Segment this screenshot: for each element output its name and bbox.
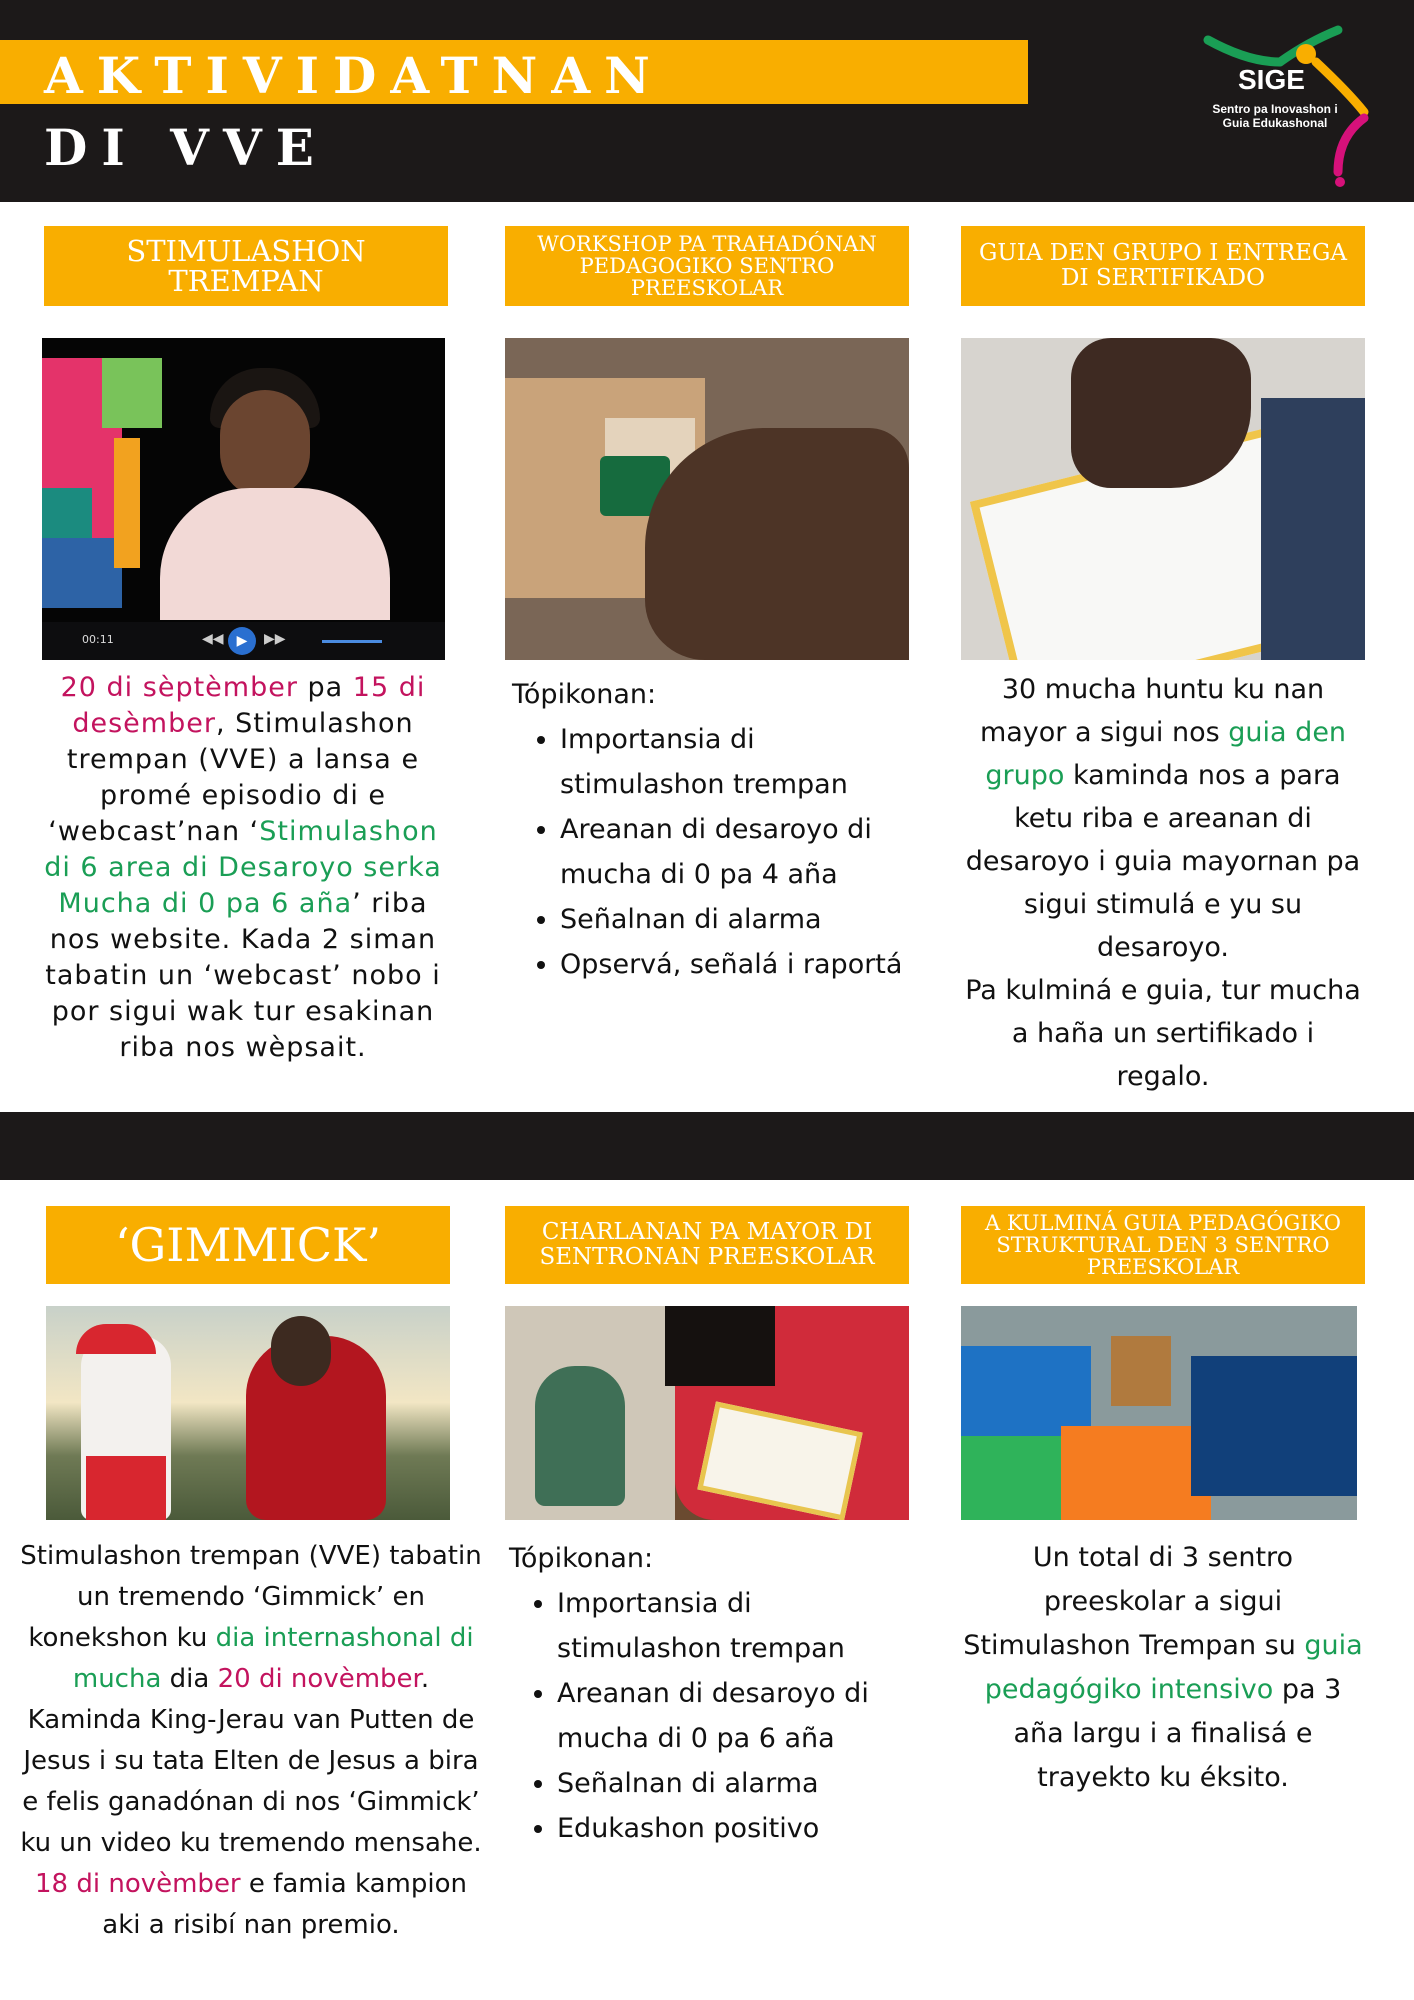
section-text-charlanan: [509, 1536, 909, 1851]
webcast-video-photo: [42, 338, 445, 660]
section-text-kulmina: [962, 1536, 1364, 1800]
section-text-guia-den-grupo: [962, 668, 1364, 1098]
video-time: 00:11: [82, 633, 114, 646]
text-seg: guia pedagógiko intensivo: [984, 1630, 1363, 1705]
logo-name: SIGE: [1238, 64, 1305, 95]
materials-photo: [961, 1306, 1357, 1520]
pencil-cup: [1111, 1336, 1171, 1406]
forward-icon[interactable]: ▶▶: [264, 631, 286, 647]
text-seg: pa: [297, 672, 353, 703]
certificate-photo: [961, 338, 1365, 660]
paragraph-2: [20, 1864, 482, 1946]
orange-bag: [1061, 1426, 1211, 1520]
seated-woman-figure: [535, 1366, 625, 1506]
text-seg: 15 di desèmber: [72, 672, 426, 739]
section-header-workshop: WORKSHOP PA TRAHADÓNAN PEDAGOGIKO SENTRO PREESKOLAR: [505, 226, 909, 306]
green-bag: [961, 1436, 1071, 1520]
divider-band: [0, 1112, 1414, 1180]
list-item: • Importansia di stimulashon trempan: [560, 717, 912, 807]
topics-list: [509, 1581, 909, 1851]
text-seg: dia internashonal di mucha: [72, 1623, 474, 1694]
text-seg: Stimulashon di 6 area di Desaroyo serka Mucha di 0 pa 6 aña: [44, 816, 442, 919]
text-seg: , Stimulashon trempan (VVE) a lansa e promé episodio di e ‘webcast’nan ‘: [48, 708, 420, 847]
list-item: • Areanan di desaroyo di mucha di 0 pa 6 aña: [557, 1671, 909, 1761]
text-seg: Stimulashon trempan (VVE) tabatin un tremendo ‘Gimmick’ en konekshon ku: [20, 1541, 482, 1653]
section-text-gimmick: [20, 1536, 482, 1946]
list-item: • Señalnan di alarma: [560, 897, 912, 942]
section-header-charlanan: CHARLANAN PA MAYOR DI SENTRONAN PREESKOLAR: [505, 1206, 909, 1284]
text-seg: . Kaminda King-Jerau van Putten de Jesus i su tata Elten de Jesus a bira e felis ganadónan di nos ‘Gimmick’ ku un video ku tremendo mensahe.: [20, 1664, 482, 1858]
list-item: • Importansia di stimulashon trempan: [557, 1581, 909, 1671]
volume-slider[interactable]: [322, 640, 382, 643]
text-seg: 30 mucha huntu ku nan mayor a sigui nos: [979, 674, 1325, 748]
text-seg: guia den grupo: [985, 717, 1347, 791]
sige-logo: [1188, 22, 1388, 192]
list-item: • Areanan di desaroyo di mucha di 0 pa 4 aña: [560, 807, 912, 897]
text-seg: e famia kampion aki a risibí nan premio.: [102, 1869, 467, 1940]
workshop-photo: [505, 338, 909, 660]
presenter-figure: [160, 368, 390, 620]
topics-intro: Tópikonan:: [509, 1543, 654, 1574]
navy-folders: [1191, 1356, 1357, 1496]
topics-intro: Tópikonan:: [512, 679, 657, 710]
section-header-stimulashon: STIMULASHON TREMPAN: [44, 226, 448, 306]
paragraph-2: [962, 969, 1364, 1098]
hand-figure: [1071, 338, 1251, 488]
text-seg: 20 di sèptèmber: [60, 672, 298, 703]
section-header-gimmick: ‘GIMMICK’: [46, 1206, 450, 1284]
play-button[interactable]: ▶: [228, 627, 256, 655]
text-seg: 20 di novèmber: [217, 1664, 421, 1694]
text-seg: dia: [161, 1664, 218, 1694]
list-item: • Edukashon positivo: [557, 1806, 909, 1851]
section-text-stimulashon: [36, 670, 450, 1066]
topics-list: [512, 717, 912, 987]
logo-subtitle: Sentro pa Inovashon i Guia Edukashonal: [1212, 102, 1338, 130]
rewind-icon[interactable]: ◀◀: [202, 631, 224, 647]
text-seg: kaminda nos a para ketu riba e areanan di desaroyo i guia mayornan pa sigui stimulá e yu su desaroyo.: [965, 760, 1361, 963]
page-subtitle: DI VVE: [44, 118, 328, 177]
text-seg: ’ riba nos website. Kada 2 siman tabatin un ‘webcast’ nobo i por sigui wak tur esakinan riba nos wèpsait.: [45, 888, 441, 1063]
list-item: • Opservá, señalá i raportá: [560, 942, 912, 987]
charlanan-photo: [505, 1306, 909, 1520]
section-text-workshop: [512, 672, 912, 987]
paragraph-1: [962, 668, 1364, 969]
text-seg: Pa kulminá e guia, tur mucha a haña un sertifikado i regalo.: [965, 975, 1361, 1092]
list-item: • Señalnan di alarma: [557, 1761, 909, 1806]
hand-figure: [645, 428, 909, 660]
text-seg: 18 di novèmber: [35, 1869, 241, 1899]
paragraph-1: [20, 1536, 482, 1864]
section-header-kulmina: A KULMINÁ GUIA PEDAGÓGIKO STRUKTURAL DEN 3 SENTRO PREESKOLAR: [961, 1206, 1365, 1284]
gimmick-photo: [46, 1306, 450, 1520]
text-seg: Un total di 3 sentro preeskolar a sigui Stimulashon Trempan su: [963, 1542, 1305, 1661]
text-seg: pa 3 aña largu i a finalisá e trayekto ku éksito.: [1013, 1674, 1342, 1793]
page-title: AKTIVIDATNAN: [44, 46, 664, 105]
section-header-guia-den-grupo: GUIA DEN GRUPO I ENTREGA DI SERTIFIKADO: [961, 226, 1365, 306]
video-controls[interactable]: [42, 622, 445, 660]
